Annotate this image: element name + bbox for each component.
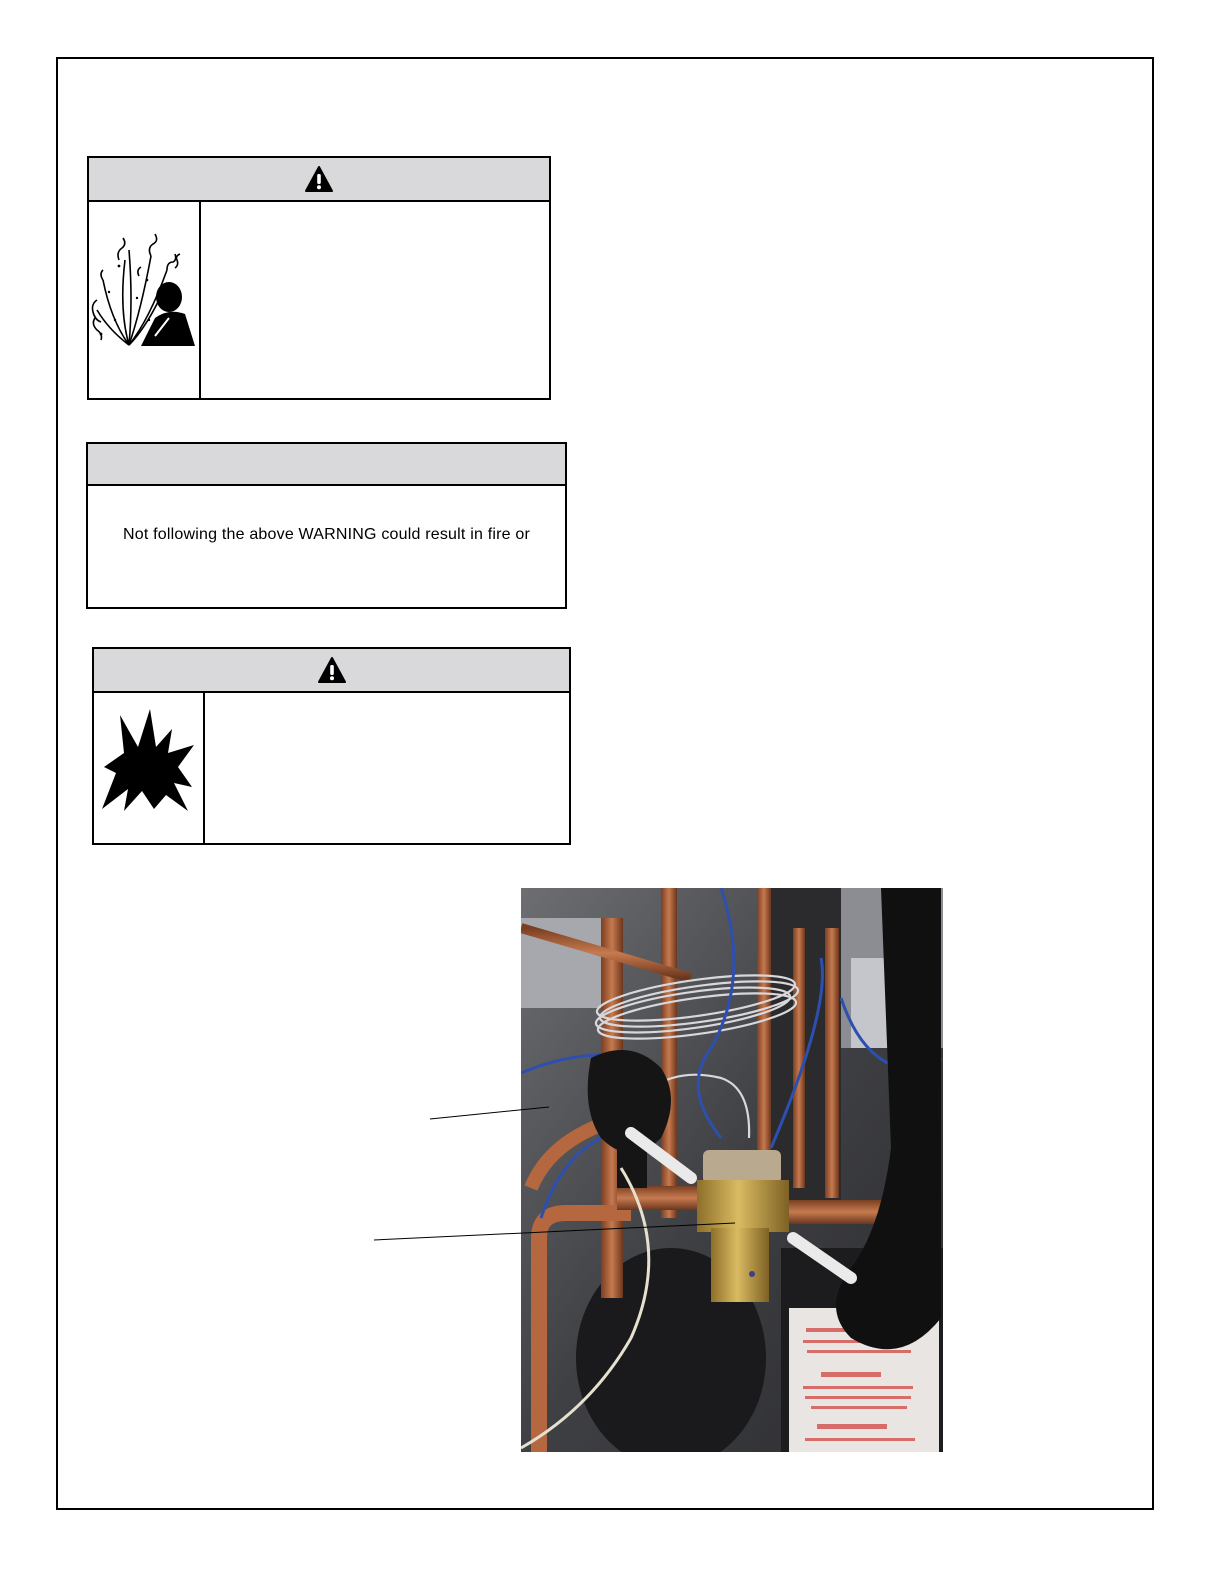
sensing-bulb-callout bbox=[430, 1107, 549, 1119]
valve-body-callout bbox=[374, 1223, 735, 1240]
caution-text: Not following the above WARNING could result in fire or bbox=[122, 526, 530, 543]
